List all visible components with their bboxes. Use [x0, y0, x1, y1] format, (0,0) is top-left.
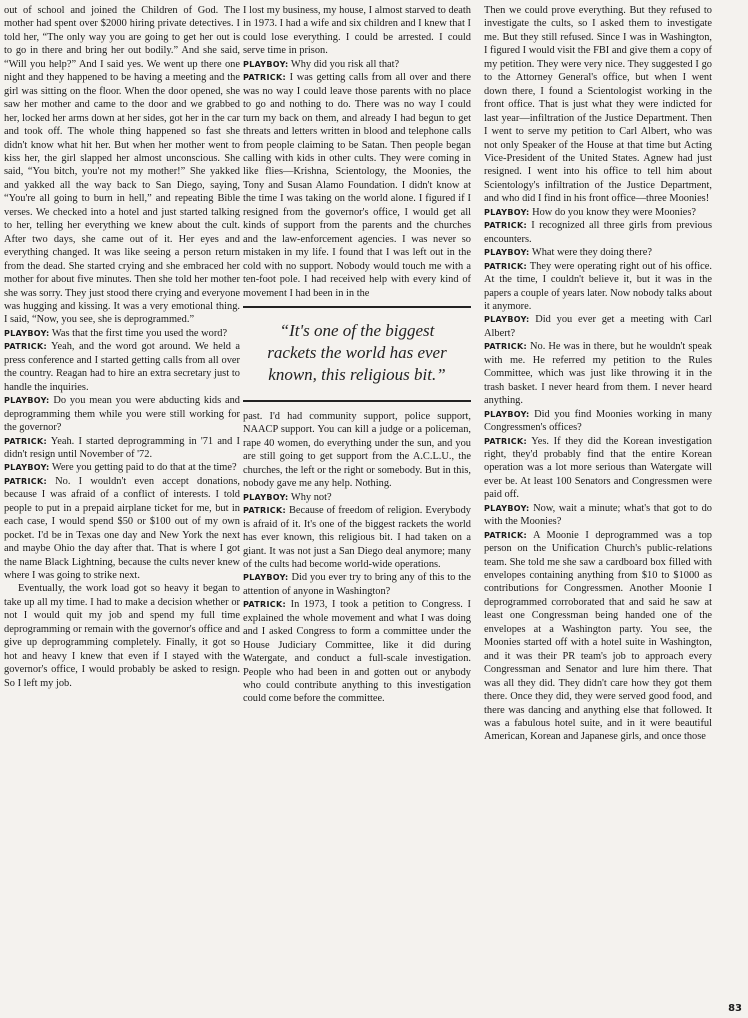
- interviewee-answer: [484, 435, 712, 502]
- interviewee-answer: [484, 260, 712, 314]
- interviewer-question: [484, 408, 712, 435]
- interviewer-question: [4, 394, 240, 434]
- paragraph-text: No. I wouldn't even accept donations, because I was afraid of a conflict of interests. I told people to put in a prepaid airplane ticket for me, but in each case, I would spend $50 or $100 out of my own pocket. I'd be in Texas one day and New York the next and maybe Ohio the day after that. That is where I got the name Black Lightning, because the cults never knew where I was going to strike next.: [4, 475, 240, 582]
- speaker-label: PATRICK:: [484, 261, 527, 271]
- paragraph-text: Now, wait a minute; what's that got to do with the Moonies?: [484, 502, 712, 528]
- interviewer-question: [4, 327, 240, 340]
- pull-quote: “It's one of the biggest rackets the world has ever known, this religious bit.”: [243, 306, 471, 402]
- paragraph-text: Yeah, and the word got around. We held a press conference and I started getting calls from all over the country. Reagan had to hire an extra secretary just to handle the inquiries.: [4, 341, 240, 393]
- speaker-label: PLAYBOY:: [4, 396, 50, 406]
- paragraph: past. I'd had community support, police support, NAACP support. You can kill a judge or a policeman, rape 40 women, do everything under the sun, and you are still going to get support from the A.C.L.U., the churches, the left or the right or somebody. But in this, nobody gave me any help. Nothing.: [243, 410, 471, 490]
- speaker-label: PATRICK:: [4, 342, 47, 352]
- paragraph: Then we could prove everything. But they refused to investigate the cults, so I asked them to investigate me. But they still refused. Since I was in Washington, I figured I would visit the FBI and give them a copy of my petition. They were very nice. They suggested I go to the Attorney General's office, but when I went down there, I found a Scientologist working in the front office. That is just what they were indicted for last year—infiltration of the Justice Department. Then I went to serve my petition to Carl Albert, who was not only Speaker of the House at that time but Acting Vice-President of the United States. Agnew had just resigned. I went into his office to tell him about Scientology's infiltration of the Justice Department, and who did I find in his front office—three Moonies!: [484, 5, 712, 205]
- interviewee-answer: [243, 598, 471, 706]
- speaker-label: PLAYBOY:: [243, 59, 289, 69]
- speaker-label: PLAYBOY:: [4, 328, 50, 338]
- speaker-label: PATRICK:: [4, 436, 47, 446]
- paragraph-text: Did you ever try to bring any of this to the attention of anyone in Washington?: [243, 572, 471, 597]
- speaker-label: PATRICK:: [484, 530, 527, 540]
- paragraph-text: Do you mean you were abducting kids and deprogramming them while you were still working for the governor?: [4, 395, 240, 434]
- column-middle-bottom: [243, 410, 471, 706]
- paragraph-text: I recognized all three girls from previous encounters.: [484, 220, 712, 245]
- paragraph-text: In 1973, I took a petition to Congress. I explained the whole movement and what I was doing and I asked Congress to form a committee under the House Judiciary Committee, like it did during Watergate, and conduct a full-scale investigation. People who had been in and gotten out or anybody who could contribute anything to this investigation could come before the committee.: [243, 599, 471, 705]
- paragraph-text: Because of freedom of religion. Everybody is afraid of it. It's one of the biggest rackets the world has ever known, this religious bit. I had taken on a giant. It was not just a San Diego deal anymore; many of the cults had become world-wide operations.: [243, 505, 471, 570]
- speaker-label: PATRICK:: [484, 342, 527, 352]
- paragraph-text: Did you ever get a meeting with Carl Albert?: [484, 314, 712, 339]
- interviewer-question: [484, 246, 712, 259]
- speaker-label: PATRICK:: [484, 221, 527, 231]
- interviewee-answer: [243, 504, 471, 571]
- paragraph-text: Were you getting paid to do that at the time?: [49, 462, 237, 474]
- paragraph-text: Why did you risk all that?: [288, 58, 400, 70]
- paragraph-text: What were they doing there?: [529, 247, 652, 259]
- interviewer-question: [484, 502, 712, 529]
- speaker-label: PATRICK:: [243, 73, 286, 83]
- column-left: [4, 4, 240, 690]
- interviewer-question: [484, 313, 712, 340]
- interviewer-question: [243, 58, 471, 71]
- interviewer-question: [484, 206, 712, 219]
- speaker-label: PLAYBOY:: [484, 207, 530, 217]
- interviewer-question: [243, 571, 471, 598]
- paragraph: out of school and joined the Children of God. The mother had spent over $2000 hiring private detectives. I told her, “The only way you are going to get her out is to go in there and bring her out bodily.” And she said, “Will you help?” And I said yes. We went up there one night and they happened to be having a meeting and the girl was sitting on the floor. When the door opened, she saw her mother and came to the door and we grabbed her, locked her arms down at her sides, got her in the car and took off. The whole thing happened so fast she didn't know what hit her. But when her mother went to kiss her, the girl slapped her almost unconscious. She said, “You bitch, you're not my mother!” She yakked and yakked all the way back to San Diego, saying, “You're all going to burn in hell,” and repeating Bible verses. We checked into a hotel and just started talking to her, telling her everything we knew about the cult. After two days, she came out of it. Her eyes and everything changed. It was like seeing a person return from the dead. She started crying and she embraced her mother for about five minutes. Then she told her mother she was sorry. They just stood there crying and everyone was hugging and kissing. It was a very emotional thing. I said, “Now, you see, she is deprogrammed.”: [4, 5, 240, 326]
- paragraph-text: Yeah. I started deprogramming in '71 and I didn't resign until November of '72.: [4, 435, 240, 460]
- paragraph-text: Did you find Moonies working in many Congressmen's offices?: [484, 408, 712, 434]
- paragraph: Eventually, the work load got so heavy it began to take up all my time. I had to make a decision whether or not I would quit my job and spend my full time deprogramming or remain with the governor's office and give up deprogramming completely. Finally, it got so hot and heavy I knew that even if I stayed with the governor's office, I would probably be asked to resign. So I left my job.: [4, 583, 240, 689]
- interviewee-answer: [4, 340, 240, 394]
- paragraph-text: Was that the first time you used the word?: [49, 327, 228, 339]
- speaker-label: PLAYBOY:: [243, 492, 289, 502]
- paragraph-text: Why not?: [288, 491, 332, 503]
- speaker-label: PATRICK:: [4, 476, 47, 486]
- interviewee-answer: [484, 340, 712, 407]
- interviewer-question: [4, 461, 240, 474]
- speaker-label: PATRICK:: [484, 436, 527, 446]
- interviewee-answer: [484, 529, 712, 744]
- speaker-label: PLAYBOY:: [243, 573, 289, 583]
- column-middle: [243, 4, 471, 706]
- interviewee-answer: [243, 71, 471, 300]
- interviewee-answer: [4, 435, 240, 462]
- speaker-label: PLAYBOY:: [484, 248, 530, 258]
- interviewer-question: [243, 491, 471, 504]
- paragraph-text: They were operating right out of his office. At the time, I couldn't believe it, but it was in the papers a couple of years later. Now nobody talks about it anymore.: [484, 260, 712, 312]
- paragraph-text: A Moonie I deprogrammed was a top person on the Unification Church's public-relations team. She told me she saw a cardboard box filled with envelopes containing anything from $10 to $1000 as contributions for Congressmen. Another Moonie I deprogrammed corroborated that and said he saw at least one Congressman being handed one of the envelopes at a Washington party. You see, the Moonies started off with a hotel suite in Washington, and it was their PR team's job to approach every Congressman and Senator and lure him there. That was all they did. They didn't care how they got them there. Once they did, they were served good food, and there was dancing and anything else that followed. It was a fabulous hotel suite, and in it were beautiful American, Korean and Japanese girls, and once those: [484, 529, 712, 743]
- paragraph-text: No. He was in there, but he wouldn't speak with me. He referred my petition to the Rules Committee, which was just like throwing it in the trash basket. I never heard from them. I never heard anything.: [484, 341, 712, 407]
- paragraph-text: I was getting calls from all over and there was no way I could leave those parents with no place to go and nothing to do. There was no way I could turn my back on them, and already I had begun to get threats and letters written in blood and telephone calls from people claiming to be Satan. Then people began calling with kids in other cults. They were coming in like flies—Krishna, Scientology, the Moonies, the Tony and Susan Alamo Foundation. I didn't know at the time I was taking on the world alone. I figured if I resigned from the governor's office, I would get all kinds of support from the parents and the churches and the law-enforcement agencies. I was never so mistaken in my life. I found that I was left out in the cold with no support. Nobody would touch me with a ten-foot pole. I had received help with every kind of movement I had been in in the: [243, 72, 471, 299]
- column-right: [484, 4, 712, 744]
- speaker-label: PLAYBOY:: [4, 463, 50, 473]
- paragraph-text: How do you know they were Moonies?: [529, 206, 697, 218]
- paragraph: I lost my business, my house, I almost starved to death in 1973. I had a wife and six children and I knew that I could lose everything. I could be arrested. I could serve time in prison.: [243, 5, 471, 57]
- speaker-label: PLAYBOY:: [484, 503, 530, 513]
- column-middle-top: [243, 4, 471, 300]
- page-number: 83: [728, 1003, 742, 1014]
- speaker-label: PLAYBOY:: [484, 409, 530, 419]
- paragraph-text: Yes. If they did the Korean investigation right, they'd probably find that the entire Korean operation was a lot more serious than Watergate will ever be. At least 100 Senators and Congressmen were paid off.: [484, 435, 712, 501]
- speaker-label: PATRICK:: [243, 600, 286, 610]
- interviewee-answer: [484, 219, 712, 246]
- interviewee-answer: [4, 475, 240, 583]
- speaker-label: PLAYBOY:: [484, 315, 530, 325]
- speaker-label: PATRICK:: [243, 506, 286, 516]
